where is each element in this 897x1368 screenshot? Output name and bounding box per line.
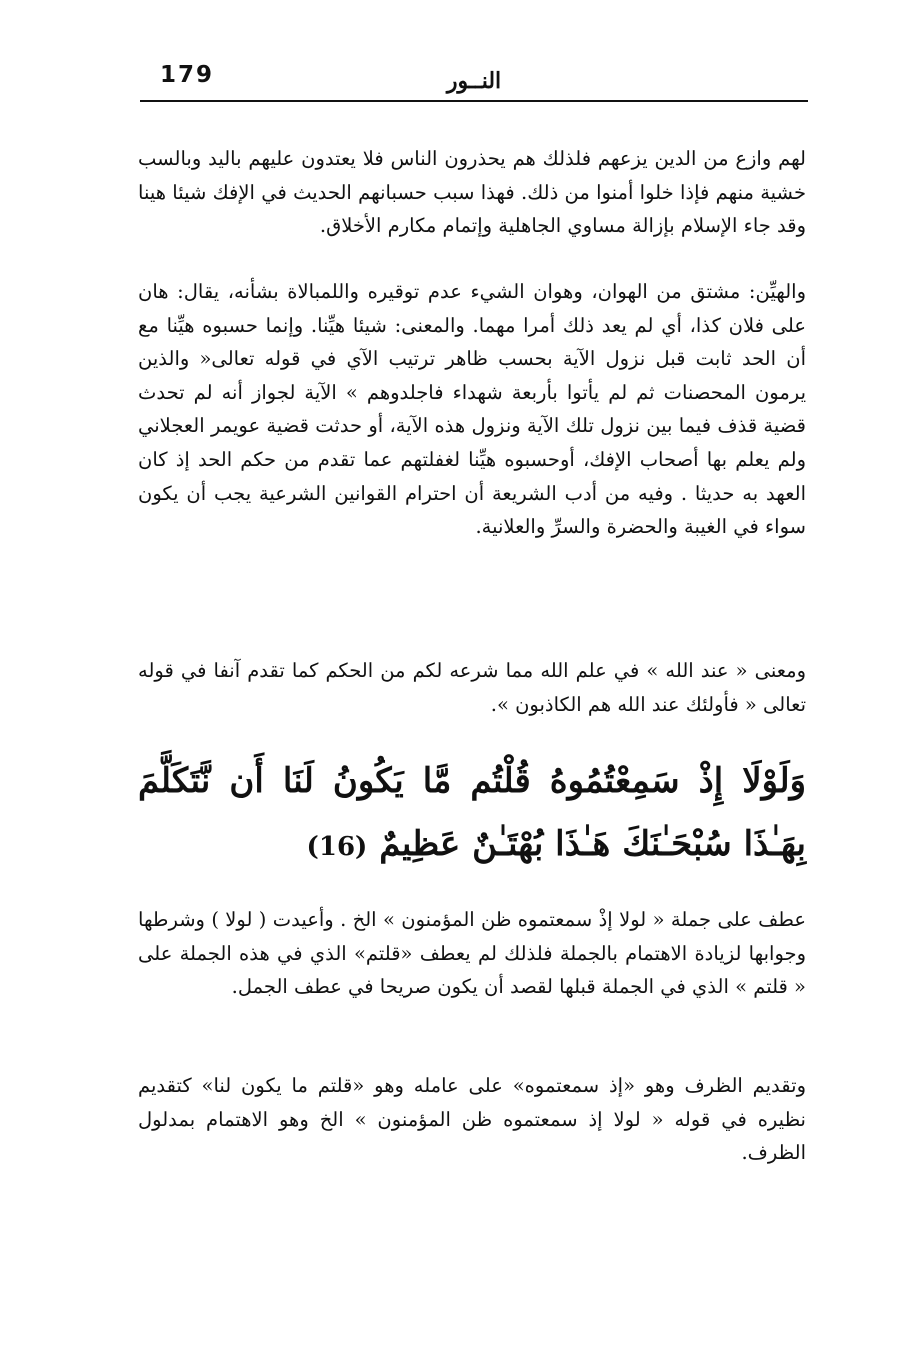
- paragraph-3: ومعنى « عند الله » في علم الله مما شرعه لكم من الحكم كما تقدم آنفا في قوله تعالى « فأولئك عند الله هم الكاذبون ».: [138, 659, 806, 716]
- running-title: النــور: [446, 68, 502, 94]
- paragraph-2: والهيِّن: مشتق من الهوان، وهوان الشيء عدم توقيره واللمبالاة بشأنه، يقال: هان على فلان كذا، أي لم يعد ذلك أمرا مهما. والمعنى: شيئا هيِّنا. وإنما حسبوه هيِّنا مع أن الحد ثابت قبل نزول الآية بحسب ظاهر ترتيب الآي في قوله تعالى« والذين يرمون المحصنات ثم لم يأتوا بأربعة شهداء فاجلدوهم » الآية لجواز أنه لم تحدث قضية قذف فيما بين نزول تلك الآية ونزول هذه الآية، أو حدثت قضية عويمر العجلاني ولم يعلم بها أصحاب الإفك، أوحسبوه هيِّنا لغفلتهم عما تقدم من حكم الحد إذ كان العهد به حديثا . وفيه من أدب الشريعة أن احترام القوانين الشرعية يجب أن يكون سواء في الغيبة والحضرة والسرِّ والعلانية.: [138, 280, 806, 539]
- quran-verse: [138, 750, 806, 879]
- verse-text: وَلَوْلَا إِذْ سَمِعْتُمُوهُ قُلْتُم مَّا يَكُونُ لَنَا أَن نَّتَكَلَّمَ بِهَـٰذَا سُبْحَـٰنَكَ هَـٰذَا بُهْتَـٰنٌ عَظِيمٌ: [138, 761, 806, 864]
- paragraph-5: وتقديم الظرف وهو «إذ سمعتموه» على عامله وهو «قلتم ما يكون لنا» كتقديم نظيره في قوله « لولا إذ سمعتموه ظن المؤمنون » الخ وهو الاهتمام بمدلول الظرف.: [138, 1074, 806, 1165]
- page-header: [140, 52, 808, 104]
- paragraph-4: عطف على جملة « لولا إذْ سمعتموه ظن المؤمنون » الخ . وأعيدت ( لولا ) وشرطها وجوابها لزيادة الاهتمام بالجملة فلذلك لم يعطف «قلتم» الذي في هذه الجملة على « قلتم » الذي في الجملة قبلها لقصد أن يكون صريحا في عطف الجمل.: [138, 908, 806, 999]
- verse-number: (16): [306, 832, 368, 862]
- paragraph-1: لهم وازع من الدين يزعهم فلذلك هم يحذرون الناس فلا يعتدون عليهم باليد وبالسب خشية منهم فإذا خلوا أمنوا من ذلك. فهذا سبب حسبانهم الحديث في الإفك شيئا هينا وقد جاء الإسلام بإزالة مساوي الجاهلية وإتمام مكارم الأخلاق.: [138, 147, 806, 238]
- page-number: 179: [160, 62, 215, 88]
- header-divider: [140, 100, 808, 102]
